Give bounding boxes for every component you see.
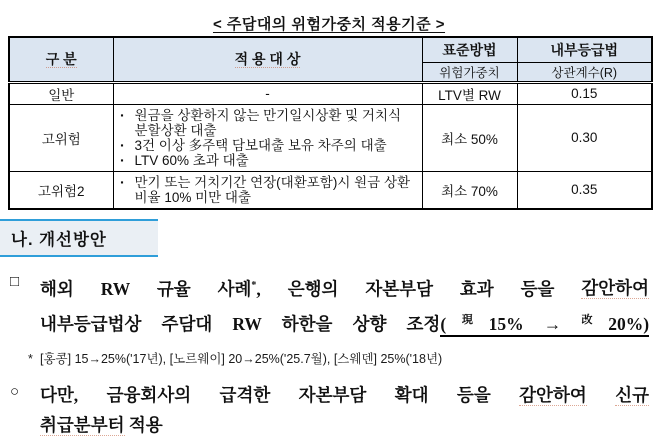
paragraph-improvement (10, 270, 649, 341)
header-category: 구 분 (9, 37, 113, 82)
cell-standard-highrisk2: 최소 70% (422, 171, 517, 209)
paragraph-application-line2: 취급분부터 적용 (40, 415, 163, 436)
paragraph-improvement-line2: 내부등급법상 주담대 RW 하한을 상향 조정($^現$15% → $^改$20%) (40, 304, 649, 340)
cell-target-general: - (113, 82, 422, 104)
bullet-item: ▪ LTV 60% 초과 대출 (120, 152, 249, 168)
section-heading: 나. 개선방안 (0, 219, 158, 257)
paragraph-application-line1: 다만, 금융회사의 급격한 자본부담 확대 등을 감안하여 신규 (40, 385, 650, 406)
bullet-icon: ▪ (120, 139, 124, 150)
cell-standard-highrisk: 최소 50% (422, 104, 517, 171)
cell-category-highrisk2: 고위험2 (9, 171, 113, 209)
subheader-risk-weight: 위험가중치 (422, 62, 517, 82)
cell-category-general: 일반 (9, 82, 113, 104)
bullet-item: ▪ 3건 이상 多주택 담보대출 보유 차주의 대출 (120, 137, 387, 153)
cell-irb-highrisk: 0.30 (517, 104, 652, 171)
header-irb-method: 내부등급법 (517, 37, 652, 62)
rw-change-emphasis: ($^現$15% → $^改$20%) (440, 314, 649, 337)
bullet-icon: ▪ (120, 154, 124, 165)
cell-category-highrisk: 고위험 (9, 104, 113, 171)
footnote (28, 349, 658, 367)
cell-target-highrisk2 (113, 171, 422, 209)
paragraph-application (10, 380, 649, 440)
header-standard-method: 표준방법 (422, 37, 517, 62)
table-row-general (9, 82, 652, 104)
bullet-icon: ▪ (120, 109, 124, 120)
table-row-highrisk (9, 104, 652, 171)
table-row-highrisk2 (9, 171, 652, 209)
bullet-icon: ▪ (120, 176, 124, 187)
square-marker-icon: □ (10, 272, 20, 290)
footnote-text: [홍콩] 15→25%('17년), [노르웨이] 20→25%('25.7월), [스웨덴] 25%('18년) (40, 352, 443, 367)
header-target: 적 용 대 상 (113, 37, 422, 82)
footnote-star: * (28, 352, 33, 367)
footnote-marker-icon: * (251, 279, 257, 291)
paragraph-improvement-line1: 해외 RW 규율 사례*, 은행의 자본부담 효과 등을 감안하여 (40, 278, 649, 299)
subheader-correlation: 상관계수(R) (517, 62, 652, 82)
risk-weight-table (8, 36, 653, 210)
cell-target-highrisk (113, 104, 422, 171)
document (0, 13, 658, 440)
circle-marker-icon: ○ (10, 383, 20, 401)
bullet-item: ▪ 만기 또는 거치기간 연장(대환포함)시 원금 상환비율 10% 미만 대출 (120, 174, 411, 205)
cell-irb-general: 0.15 (517, 82, 652, 104)
table-title: < 주담대의 위험가중치 적용기준 > (212, 16, 446, 33)
revised-hanja: 改 (581, 314, 609, 327)
cell-irb-highrisk2: 0.35 (517, 171, 652, 209)
bullet-item: ▪ 원금을 상환하지 않는 만기일시상환 및 거치식 분할상환 대출 (120, 107, 402, 138)
table-header-row-1 (9, 37, 652, 62)
cell-standard-general: LTV별 RW (422, 82, 517, 104)
current-hanja: 現 (446, 314, 489, 327)
